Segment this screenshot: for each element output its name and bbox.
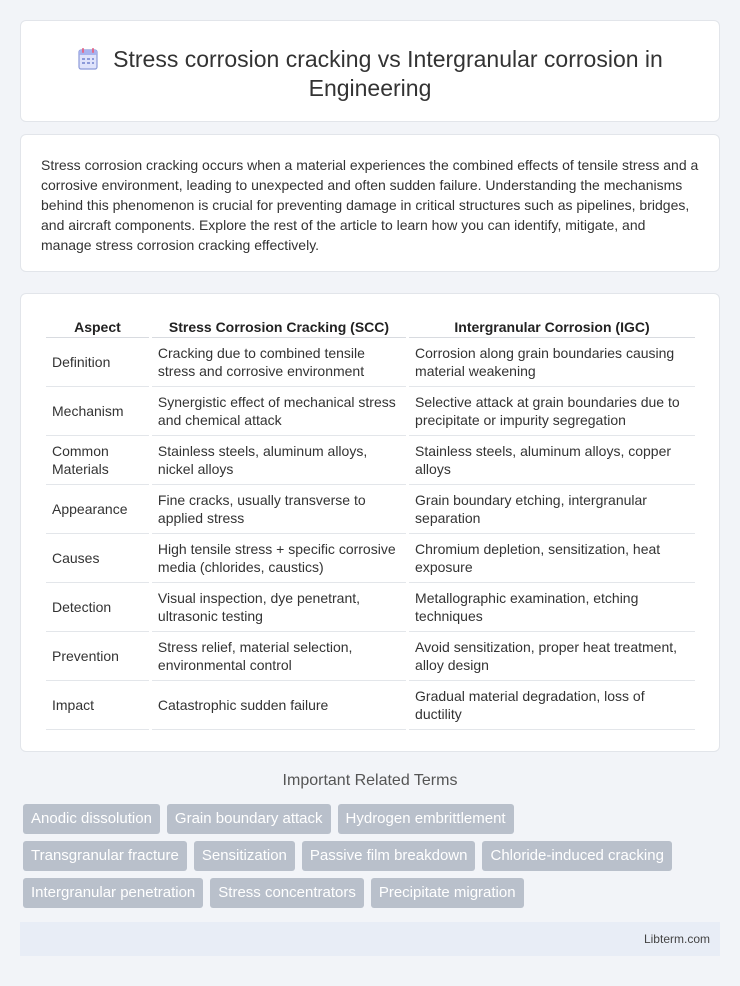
related-terms: [23, 804, 723, 915]
related-terms-title: Important Related Terms: [282, 772, 458, 789]
comparison-table: [43, 314, 698, 730]
page-title: [21, 45, 719, 103]
document-icon: [77, 47, 99, 71]
cell-igc: Gradual material degradation, loss of ductility: [409, 681, 695, 730]
cell-aspect: Appearance: [46, 485, 149, 534]
footer: [20, 922, 720, 956]
comparison-card: [20, 293, 720, 752]
tag-anodic-dissolution[interactable]: Anodic dissolution: [23, 804, 160, 834]
cell-igc: Stainless steels, aluminum alloys, copper alloys: [409, 436, 695, 485]
tag-intergranular-penetration[interactable]: Intergranular penetration: [23, 878, 203, 908]
header-aspect: Aspect: [46, 314, 149, 338]
table-row: [46, 534, 695, 583]
tag-precipitate-migration[interactable]: Precipitate migration: [371, 878, 524, 908]
tag-row: [23, 878, 723, 908]
tag-row: [23, 841, 723, 871]
cell-scc: Catastrophic sudden failure: [152, 681, 406, 730]
tag-transgranular-fracture[interactable]: Transgranular fracture: [23, 841, 187, 871]
cell-igc: Metallographic examination, etching techniques: [409, 583, 695, 632]
table-row: [46, 583, 695, 632]
title-card: [20, 20, 720, 122]
header-igc: Intergranular Corrosion (IGC): [409, 314, 695, 338]
cell-igc: Grain boundary etching, intergranular separation: [409, 485, 695, 534]
tag-hydrogen-embrittlement[interactable]: Hydrogen embrittlement: [338, 804, 514, 834]
cell-scc: Visual inspection, dye penetrant, ultrasonic testing: [152, 583, 406, 632]
cell-igc: Corrosion along grain boundaries causing material weakening: [409, 338, 695, 387]
cell-aspect: Impact: [46, 681, 149, 730]
cell-igc: Avoid sensitization, proper heat treatment, alloy design: [409, 632, 695, 681]
table-row: [46, 338, 695, 387]
cell-scc: Stress relief, material selection, environmental control: [152, 632, 406, 681]
cell-scc: Fine cracks, usually transverse to applied stress: [152, 485, 406, 534]
table-row: [46, 681, 695, 730]
footer-site-link[interactable]: Libterm.com: [643, 932, 710, 946]
table-row: [46, 632, 695, 681]
tag-chloride-induced-cracking[interactable]: Chloride-induced cracking: [482, 841, 671, 871]
table-header-row: [46, 314, 695, 338]
cell-scc: Stainless steels, aluminum alloys, nickel alloys: [152, 436, 406, 485]
cell-scc: Cracking due to combined tensile stress and corrosive environment: [152, 338, 406, 387]
intro-card: [20, 134, 720, 272]
intro-paragraph: Stress corrosion cracking occurs when a material experiences the combined effects of tensile stress and a corrosive environment, leading to unexpected and often sudden failure. Understanding the mechanisms behind this phenomenon is crucial for preventing damage in critical structures such as pipelines, bridges, and aircraft components. Explore the rest of the article to learn how you can identify, mitigate, and manage stress corrosion cracking effectively.: [41, 157, 699, 253]
table-row: [46, 436, 695, 485]
cell-aspect: Mechanism: [46, 387, 149, 436]
title-label: Stress corrosion cracking vs Intergranular corrosion in Engineering: [113, 46, 663, 101]
cell-aspect: Common Materials: [46, 436, 149, 485]
table-row: [46, 485, 695, 534]
cell-igc: Selective attack at grain boundaries due to precipitate or impurity segregation: [409, 387, 695, 436]
header-scc: Stress Corrosion Cracking (SCC): [152, 314, 406, 338]
cell-aspect: Definition: [46, 338, 149, 387]
tag-grain-boundary-attack[interactable]: Grain boundary attack: [167, 804, 331, 834]
cell-aspect: Detection: [46, 583, 149, 632]
tag-row: [23, 804, 723, 834]
table-row: [46, 387, 695, 436]
tag-sensitization[interactable]: Sensitization: [194, 841, 295, 871]
cell-igc: Chromium depletion, sensitization, heat exposure: [409, 534, 695, 583]
cell-scc: Synergistic effect of mechanical stress and chemical attack: [152, 387, 406, 436]
cell-aspect: Prevention: [46, 632, 149, 681]
cell-aspect: Causes: [46, 534, 149, 583]
tag-passive-film-breakdown[interactable]: Passive film breakdown: [302, 841, 476, 871]
tag-stress-concentrators[interactable]: Stress concentrators: [210, 878, 364, 908]
cell-scc: High tensile stress + specific corrosive media (chlorides, caustics): [152, 534, 406, 583]
